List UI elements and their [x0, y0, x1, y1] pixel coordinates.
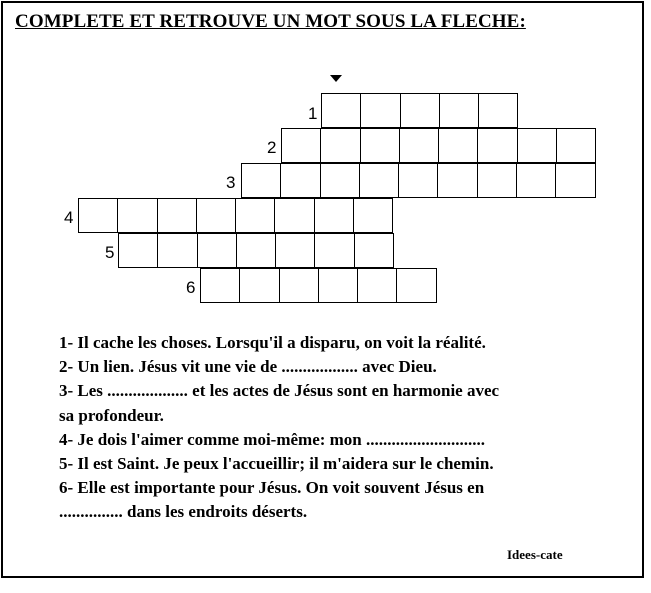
arrow-down-icon	[330, 75, 342, 82]
crossword-cell[interactable]	[274, 198, 314, 233]
crossword-cell[interactable]	[157, 198, 197, 233]
crossword-cell[interactable]	[314, 233, 354, 268]
credit-label: Idees-cate	[507, 547, 563, 562]
crossword-cell[interactable]	[354, 233, 394, 268]
crossword-cell[interactable]	[360, 128, 400, 163]
clue-line: 5- Il est Saint. Je peux l'accueillir; il m'aidera sur le chemin.	[59, 454, 494, 474]
crossword-row-6[interactable]	[200, 268, 436, 303]
crossword-cell[interactable]	[318, 268, 358, 303]
crossword-cell[interactable]	[399, 128, 439, 163]
crossword-cell[interactable]	[239, 268, 279, 303]
crossword-cell[interactable]	[437, 163, 477, 198]
crossword-cell[interactable]	[236, 233, 276, 268]
crossword-row-4[interactable]	[78, 198, 392, 233]
crossword-cell[interactable]	[241, 163, 281, 198]
crossword-cell[interactable]	[320, 128, 360, 163]
crossword-cell[interactable]	[477, 163, 517, 198]
crossword-cell[interactable]	[478, 93, 518, 128]
clue-list	[59, 331, 499, 525]
crossword-cell[interactable]	[357, 268, 397, 303]
clue-line: 2- Un lien. Jésus vit une vie de .................. avec Dieu.	[59, 357, 437, 377]
crossword-cell[interactable]	[118, 233, 158, 268]
row-number-6: 6	[186, 278, 196, 297]
clue-line: 1- Il cache les choses. Lorsqu'il a disparu, on voit la réalité.	[59, 333, 486, 352]
crossword-cell[interactable]	[281, 128, 321, 163]
crossword-cell[interactable]	[439, 93, 479, 128]
crossword-cell[interactable]	[320, 163, 360, 198]
row-number-3: 3	[226, 173, 236, 192]
crossword-cell[interactable]	[353, 198, 393, 233]
crossword-row-5[interactable]	[118, 233, 393, 268]
row-number-2: 2	[267, 138, 277, 157]
crossword-cell[interactable]	[556, 128, 596, 163]
crossword-cell[interactable]	[398, 163, 438, 198]
crossword-cell[interactable]	[157, 233, 197, 268]
crossword-row-2[interactable]	[281, 128, 595, 163]
crossword-cell[interactable]	[516, 163, 556, 198]
crossword-row-1[interactable]	[321, 93, 517, 128]
crossword-cell[interactable]	[279, 268, 319, 303]
crossword-cell[interactable]	[400, 93, 440, 128]
worksheet-frame	[1, 1, 644, 578]
clue-line: 6- Elle est importante pour Jésus. On voit souvent Jésus en	[59, 478, 485, 498]
crossword-cell[interactable]	[235, 198, 275, 233]
crossword-cell[interactable]	[438, 128, 478, 163]
row-number-1: 1	[308, 104, 318, 123]
crossword-cell[interactable]	[396, 268, 436, 303]
clue-line: sa profondeur.	[59, 405, 164, 425]
crossword-row-3[interactable]	[241, 163, 595, 198]
crossword-cell[interactable]	[517, 128, 557, 163]
row-number-5: 5	[105, 243, 115, 262]
crossword-cell[interactable]	[78, 198, 118, 233]
clue-line: 4- Je dois l'aimer comme moi-même: mon ............................	[59, 429, 486, 449]
crossword-cell[interactable]	[117, 198, 157, 233]
crossword-cell[interactable]	[280, 163, 320, 198]
clue-line: 3- Les ................... et les actes de Jésus sont en harmonie avec	[59, 381, 500, 401]
crossword-cell[interactable]	[196, 198, 236, 233]
crossword-cell[interactable]	[321, 93, 361, 128]
crossword-cell[interactable]	[197, 233, 237, 268]
crossword-cell[interactable]	[359, 163, 399, 198]
crossword-cell[interactable]	[555, 163, 595, 198]
crossword-cell[interactable]	[314, 198, 354, 233]
clue-line: ............... dans les endroits déserts.	[59, 502, 308, 522]
row-number-4: 4	[64, 208, 74, 227]
crossword-cell[interactable]	[360, 93, 400, 128]
crossword-cell[interactable]	[275, 233, 315, 268]
worksheet-title: COMPLETE ET RETROUVE UN MOT SOUS LA FLECHE:	[15, 11, 526, 32]
crossword-cell[interactable]	[200, 268, 240, 303]
crossword-cell[interactable]	[477, 128, 517, 163]
